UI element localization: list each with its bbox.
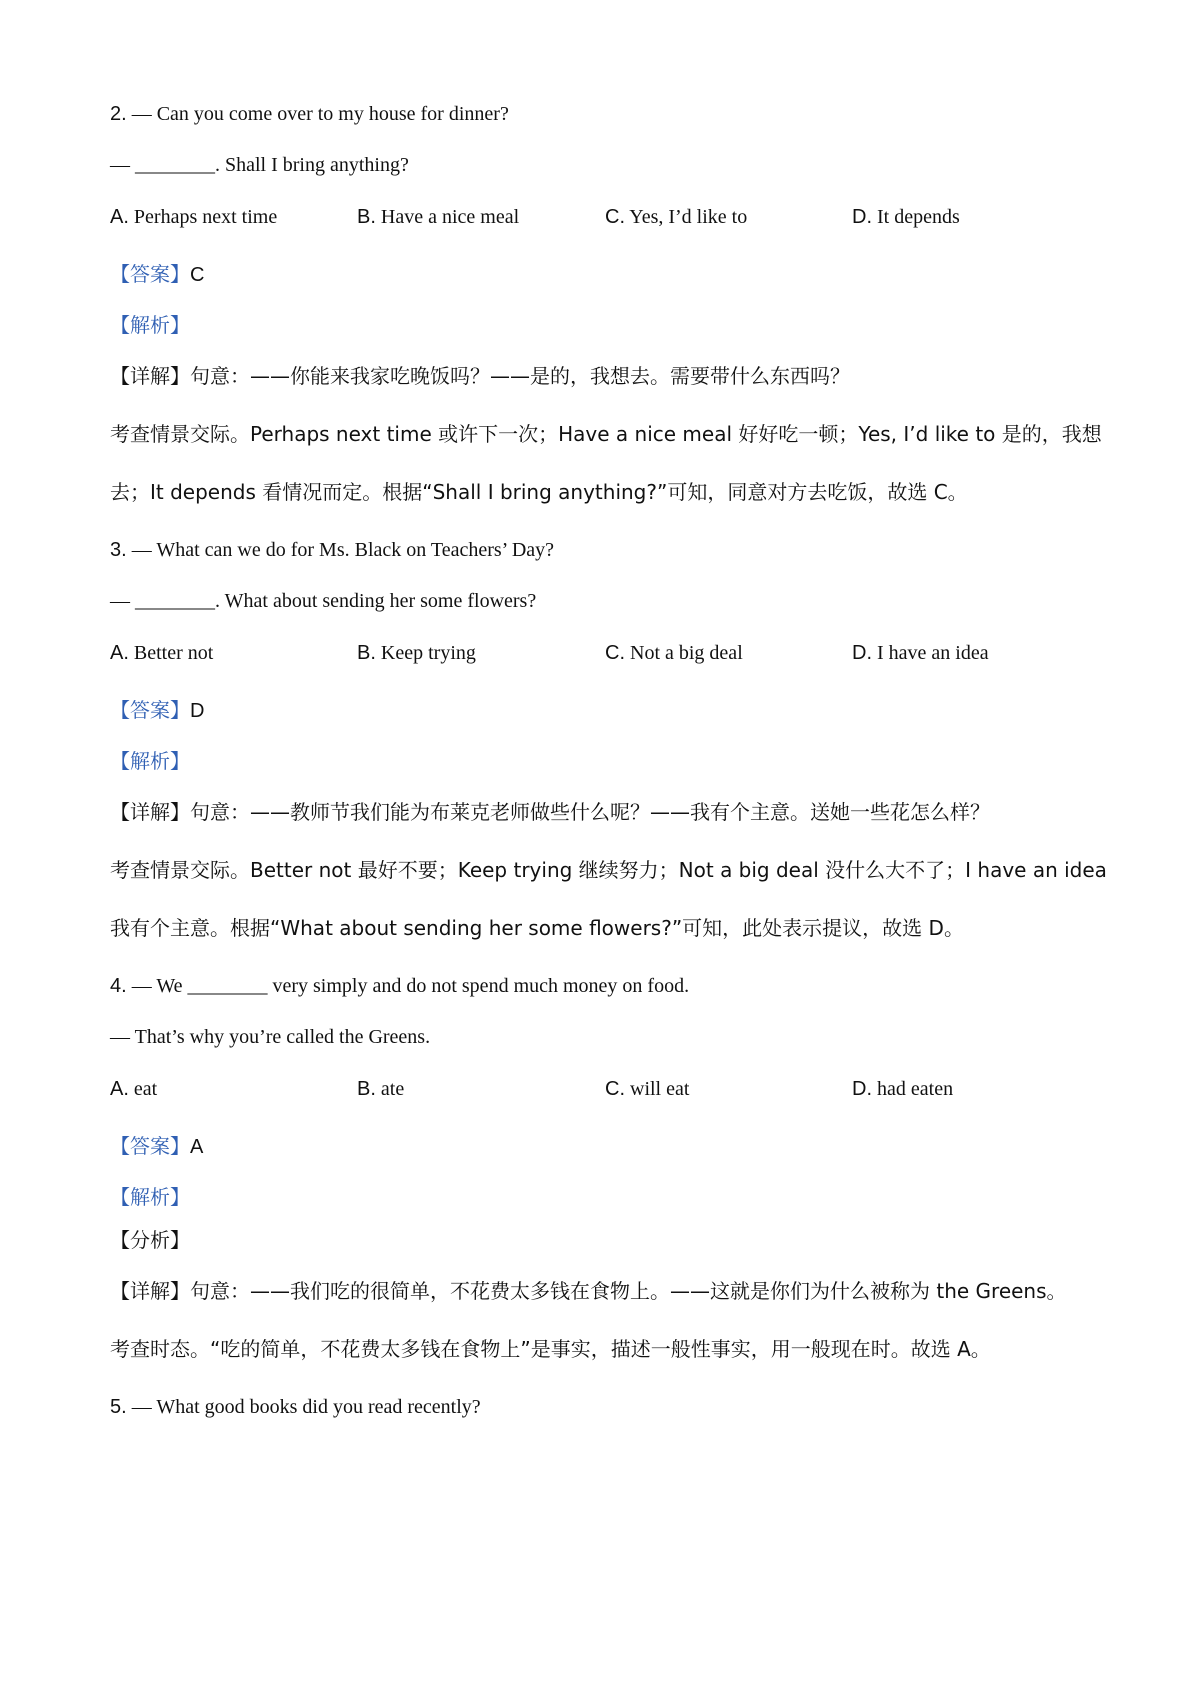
question-number: 5.	[110, 1396, 127, 1418]
option-a: A. eat	[110, 1078, 158, 1100]
answer-line	[110, 700, 204, 721]
explanation-line-2: 我有个主意。根据“What about sending her some flowers?”可知，此处表示提议，故选 D。	[110, 916, 964, 940]
analysis-tag: 【解析】	[110, 749, 190, 773]
option-d: D. It depends	[852, 206, 960, 228]
question-4-stem	[110, 976, 689, 996]
explanation-line-1: 考查情景交际。Better not 最好不要；Keep trying 继续努力；Not a big deal 没什么大不了；I have an idea	[110, 858, 1107, 882]
question-3-response: — ________. What about sending her some flowers?	[110, 590, 537, 612]
question-number: 2.	[110, 103, 127, 125]
detail-text: 【详解】句意：——你能来我家吃晚饭吗？——是的，我想去。需要带什么东西吗？	[110, 364, 850, 388]
answer-value: D	[190, 700, 205, 722]
question-2-response: — ________. Shall I bring anything?	[110, 154, 409, 176]
question-5-stem	[110, 1397, 481, 1417]
question-number: 4.	[110, 975, 127, 997]
option-d: D. I have an idea	[852, 642, 989, 664]
option-b: B. Have a nice meal	[357, 206, 520, 228]
question-text: — What good books did you read recently?	[126, 1396, 481, 1418]
answer-tag: 【答案】	[110, 1134, 190, 1158]
option-c: C. Not a big deal	[605, 642, 743, 664]
answer-line	[110, 264, 204, 285]
fenxi-tag: 【分析】	[110, 1228, 190, 1252]
question-2-stem	[110, 104, 509, 124]
option-c: C. will eat	[605, 1078, 690, 1100]
question-text: — Can you come over to my house for dinner?	[126, 103, 509, 125]
option-d: D. had eaten	[852, 1078, 954, 1100]
answer-tag: 【答案】	[110, 262, 190, 286]
detail-text: 【详解】句意：——教师节我们能为布莱克老师做些什么呢？——我有个主意。送她一些花怎么样？	[110, 800, 990, 824]
question-text: — We ________ very simply and do not spend much money on food.	[126, 975, 690, 997]
detail-text: 【详解】句意：——我们吃的很简单，不花费太多钱在食物上。——这就是你们为什么被称为 the Greens。	[110, 1279, 1067, 1303]
question-4-response: — That’s why you’re called the Greens.	[110, 1026, 431, 1048]
question-number: 3.	[110, 539, 127, 561]
option-b: B. Keep trying	[357, 642, 476, 664]
answer-value: C	[190, 264, 205, 286]
explanation-line-1: 考查情景交际。Perhaps next time 或许下一次；Have a nice meal 好好吃一顿；Yes, I’d like to 是的，我想	[110, 422, 1102, 446]
option-a: A. Perhaps next time	[110, 206, 278, 228]
explanation-line-2: 去；It depends 看情况而定。根据“Shall I bring anything?”可知，同意对方去吃饭，故选 C。	[110, 480, 968, 504]
question-3-stem	[110, 540, 554, 560]
option-b: B. ate	[357, 1078, 405, 1100]
answer-line	[110, 1136, 203, 1157]
option-a: A. Better not	[110, 642, 214, 664]
analysis-tag: 【解析】	[110, 313, 190, 337]
answer-value: A	[190, 1136, 204, 1158]
answer-tag: 【答案】	[110, 698, 190, 722]
analysis-tag: 【解析】	[110, 1185, 190, 1209]
question-text: — What can we do for Ms. Black on Teachers’ Day?	[126, 539, 555, 561]
option-c: C. Yes, I’d like to	[605, 206, 748, 228]
explanation-line-1: 考查时态。“吃的简单，不花费太多钱在食物上”是事实，描述一般性事实，用一般现在时。故选 A。	[110, 1337, 991, 1361]
